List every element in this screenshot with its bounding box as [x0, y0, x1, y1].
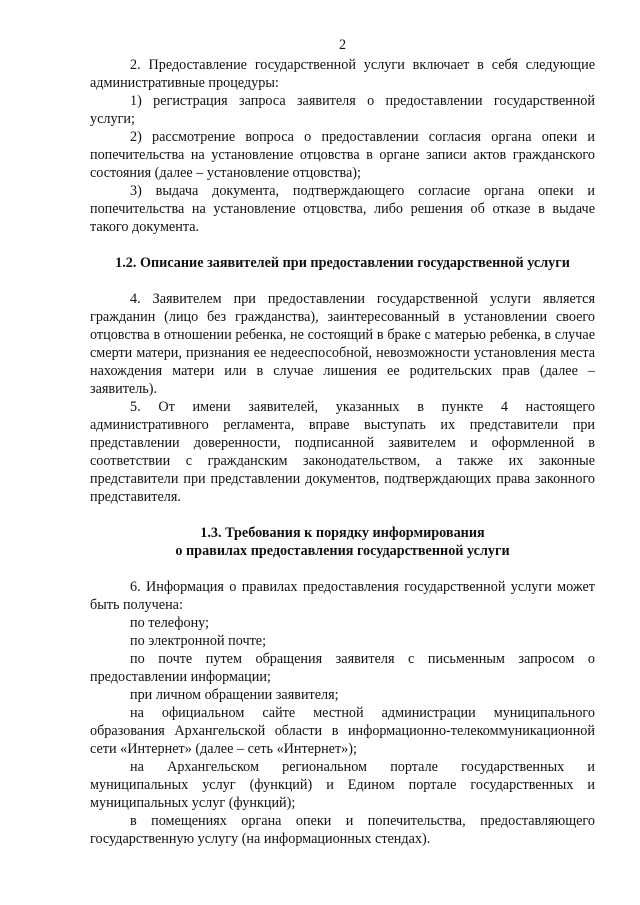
paragraph-2-3: 3) выдача документа, подтверждающего согласие органа опеки и попечительства на установление отцовства, либо решения об отказе в выдаче такого документа.	[90, 183, 595, 235]
document-page	[90, 36, 595, 848]
section-heading-1-2: 1.2. Описание заявителей при предоставлении государственной услуги	[115, 255, 570, 271]
paragraph-5: 5. От имени заявителей, указанных в пункте 4 настоящего административного регламента, вправе выступать их представители при представлении доверенности, подписанной заявителем и оформленной в соответствии с гражданским законодательством, а также их законные представители при представлении документов, подтверждающих права законного представителя.	[90, 399, 595, 505]
list-item-in-person: при личном обращении заявителя;	[130, 687, 339, 703]
list-item-portal: на Архангельском региональном портале государственных и муниципальных услуг (функций) и Едином портале государственных и муниципальных услуг (функций);	[90, 759, 595, 811]
list-item-phone: по телефону;	[130, 615, 210, 631]
paragraph-6: 6. Информация о правилах предоставления государственной услуги может быть получена:	[90, 579, 595, 613]
paragraph-2-2: 2) рассмотрение вопроса о предоставлении согласия органа опеки и попечительства на установление отцовства в органе записи актов гражданского состояния (далее – установление отцовства);	[90, 129, 595, 181]
paragraph-2-1: 1) регистрация запроса заявителя о предоставлении государственной услуги;	[90, 93, 595, 127]
list-item-mail: по почте путем обращения заявителя с письменным запросом о предоставлении информации;	[90, 651, 595, 685]
section-heading-1-3-line1: 1.3. Требования к порядку информирования	[200, 525, 485, 541]
section-heading-1-3-line2: о правилах предоставления государственной услуги	[175, 543, 510, 559]
page-number: 2	[338, 37, 347, 53]
list-item-email: по электронной почте;	[130, 633, 267, 649]
paragraph-4: 4. Заявителем при предоставлении государственной услуги является гражданин (лицо без гражданства), заинтересованный в установлении своего отцовства в отношении ребенка, не состоящий в браке с матерью ребенка, в случае смерти матери, признания ее недееспособной, невозможности установления места нахождения матери или в случае лишения ее родительских прав (далее – заявитель).	[90, 291, 595, 397]
list-item-website: на официальном сайте местной администрации муниципального образования Архангельской области в информационно-телекоммуникационной сети «Интернет» (далее – сеть «Интернет»);	[90, 705, 595, 757]
paragraph-2: 2. Предоставление государственной услуги включает в себя следующие административные процедуры:	[90, 57, 595, 91]
list-item-premises: в помещениях органа опеки и попечительства, предоставляющего государственную услугу (на информационных стендах).	[90, 813, 595, 847]
section-heading-1-3	[90, 524, 595, 560]
